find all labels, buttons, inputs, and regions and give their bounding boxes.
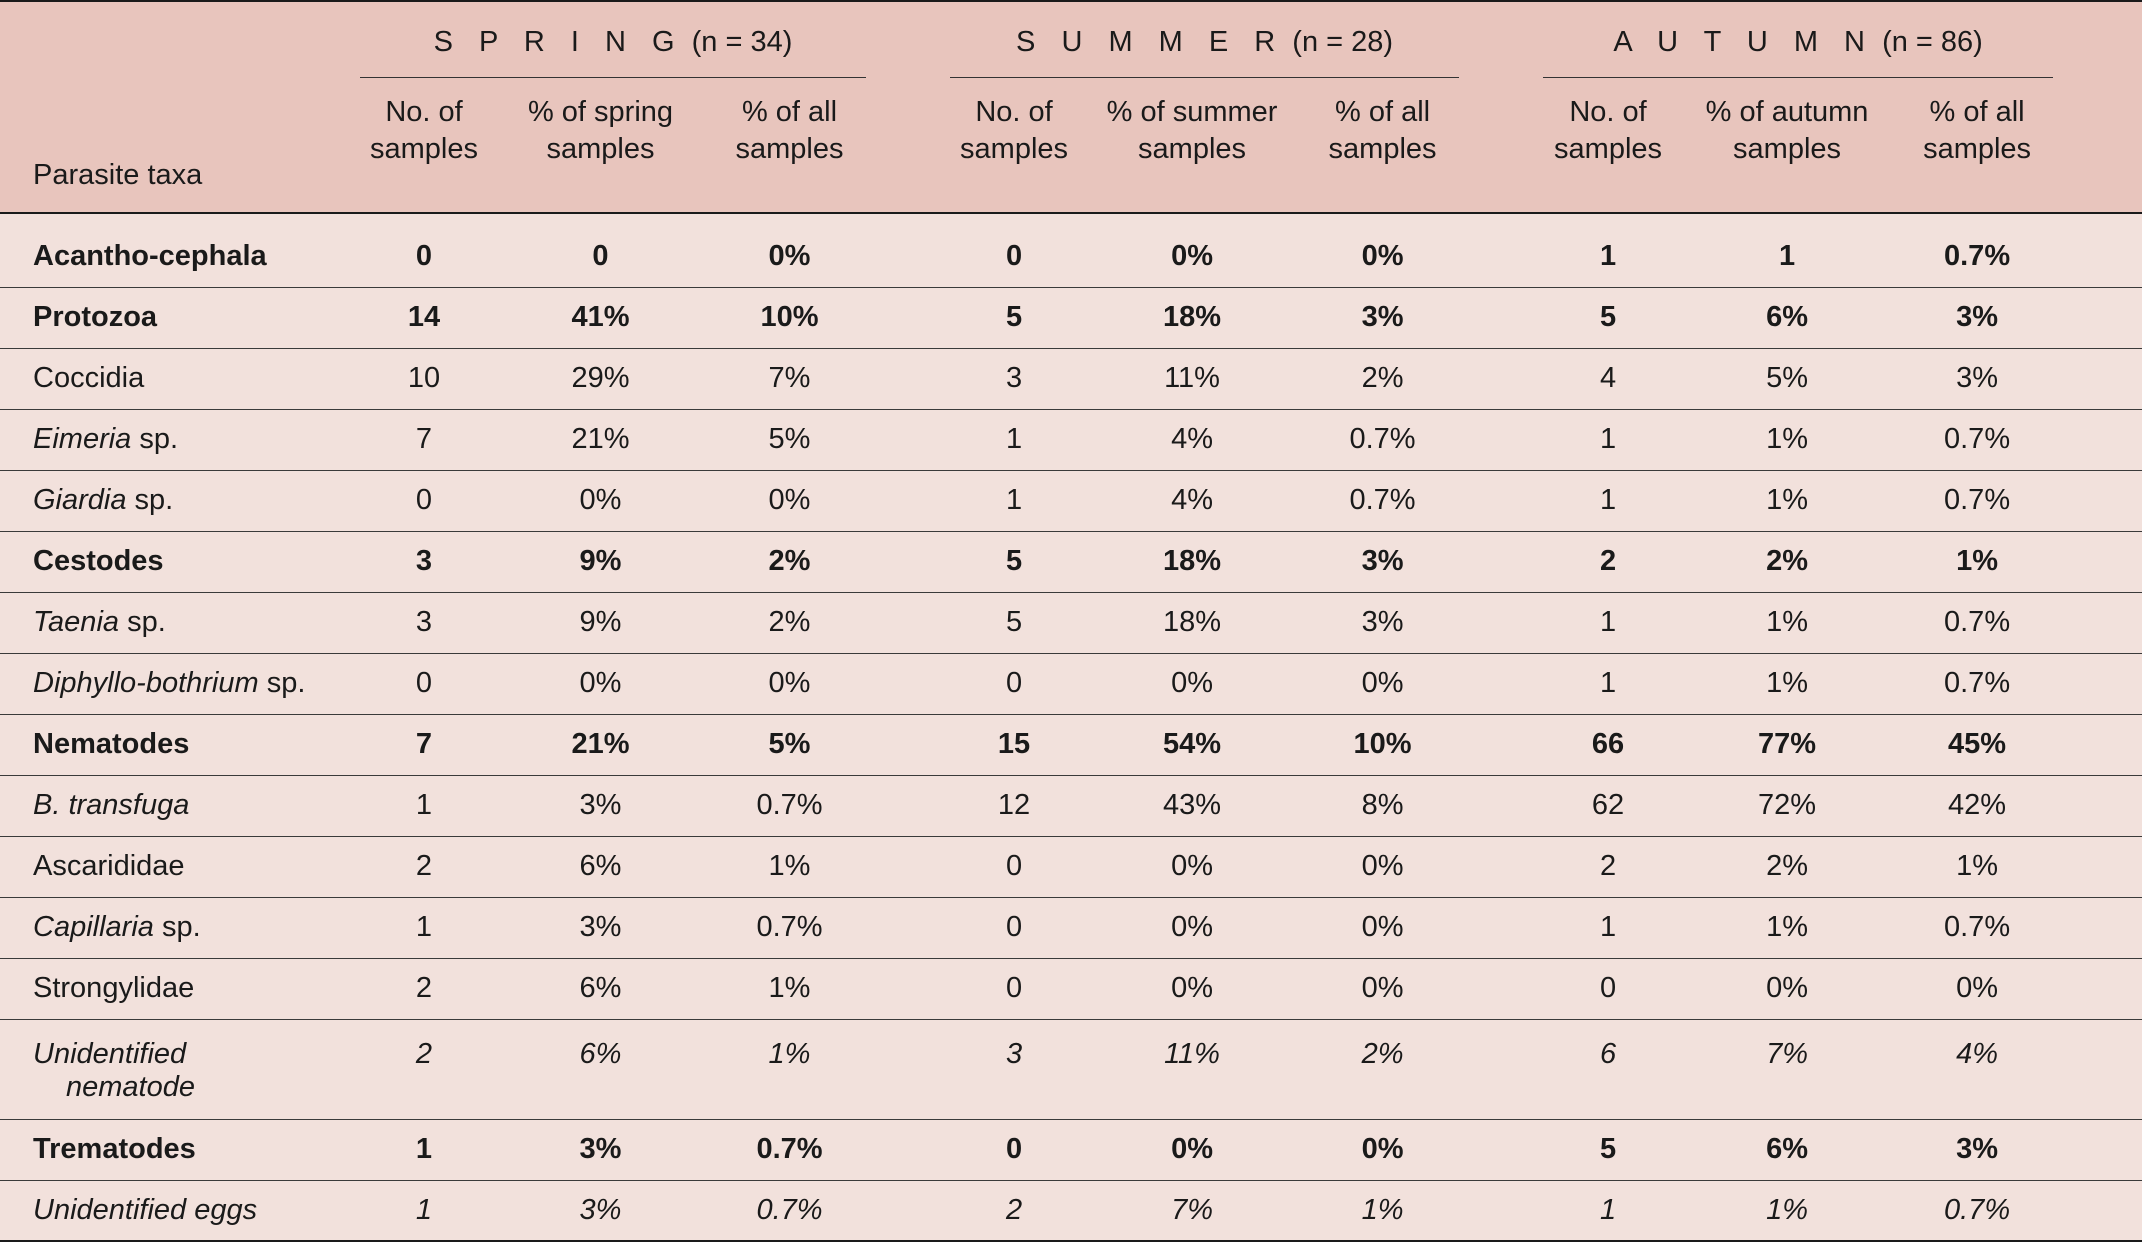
value-cell: 7% <box>768 362 811 394</box>
value-cell: 18% <box>1163 301 1222 333</box>
value-cell: 1% <box>768 972 811 1004</box>
value-cell: 4 <box>1599 362 1617 394</box>
value-cell: 6 <box>1599 1037 1617 1070</box>
value-cell: 0% <box>579 667 622 699</box>
value-cell: 62 <box>1591 789 1625 821</box>
value-cell: 0.7% <box>756 789 823 821</box>
value-cell: 2% <box>1766 850 1808 882</box>
value-cell: 5% <box>768 728 811 760</box>
value-cell: 0 <box>1005 667 1023 699</box>
value-cell: 5 <box>1005 301 1023 333</box>
value-cell: 11% <box>1164 362 1220 394</box>
value-cell: 10 <box>407 362 441 394</box>
value-cell: 18% <box>1163 545 1222 577</box>
table-row <box>0 1119 2142 1180</box>
value-cell: 0.7% <box>1944 239 2011 272</box>
taxon-cell: Taenia sp. <box>33 606 166 638</box>
value-cell: 3% <box>1956 362 1999 394</box>
value-cell: 7 <box>415 728 433 760</box>
value-cell: 3 <box>1005 1037 1023 1070</box>
value-cell: 3% <box>579 789 622 821</box>
value-cell: 6% <box>1766 1133 1808 1165</box>
taxon-cell: Strongylidae <box>33 972 195 1004</box>
value-cell: 3% <box>1361 545 1404 577</box>
table-row <box>0 1019 2142 1119</box>
taxon-cell: Unidentified eggs <box>33 1193 258 1226</box>
value-cell: 21% <box>571 423 630 455</box>
value-cell: 1% <box>1766 667 1808 699</box>
value-cell: 0 <box>1005 911 1023 943</box>
value-cell: 5 <box>1599 301 1617 333</box>
value-cell: 0% <box>768 667 811 699</box>
value-cell: 0.7% <box>756 911 823 943</box>
value-cell: 2 <box>1599 850 1617 882</box>
value-cell: 3% <box>1956 301 1999 333</box>
value-cell: 1% <box>1766 1193 1808 1226</box>
value-cell: 6% <box>1766 301 1808 333</box>
value-cell: 1 <box>415 911 433 943</box>
value-cell: 0.7% <box>1944 911 2011 943</box>
value-cell: 0% <box>1361 911 1404 943</box>
season-spring: S P R I N G (n = 34) <box>360 1 866 78</box>
column-header-taxa: Parasite taxa <box>33 159 203 191</box>
value-cell: 14 <box>407 301 441 333</box>
column-header: No. of samples <box>960 96 1069 165</box>
value-cell: 0 <box>415 239 433 272</box>
taxon-cell: Eimeria sp. <box>33 423 179 455</box>
value-cell: 15 <box>997 728 1031 760</box>
value-cell: 41% <box>571 301 630 333</box>
value-cell: 18% <box>1163 606 1222 638</box>
value-cell: 1 <box>415 1193 433 1226</box>
value-cell: 3% <box>1361 606 1404 638</box>
value-cell: 0% <box>1956 972 1999 1004</box>
table-row <box>0 1180 2142 1241</box>
table-row <box>0 714 2142 775</box>
table-row <box>0 409 2142 470</box>
value-cell: 2 <box>1005 1193 1023 1226</box>
value-cell: 8% <box>1361 789 1404 821</box>
value-cell: 5 <box>1005 606 1023 638</box>
taxon-cell: Nematodes <box>33 728 190 760</box>
value-cell: 0.7% <box>1944 667 2011 699</box>
value-cell: 3 <box>1005 362 1023 394</box>
column-header: No. of samples <box>1554 96 1663 165</box>
value-cell: 1 <box>1599 606 1617 638</box>
value-cell: 1% <box>768 1037 811 1070</box>
value-cell: 10% <box>1353 728 1412 760</box>
value-cell: 2% <box>768 606 811 638</box>
value-cell: 0 <box>1005 972 1023 1004</box>
value-cell: 1 <box>1005 423 1023 455</box>
value-cell: 1% <box>1766 606 1808 638</box>
value-cell: 0 <box>415 667 433 699</box>
value-cell: 77% <box>1758 728 1817 760</box>
taxon-cell: Capillaria sp. <box>33 911 201 943</box>
value-cell: 0 <box>415 484 433 516</box>
value-cell: 2% <box>1766 545 1808 577</box>
value-cell: 0% <box>1361 239 1404 272</box>
taxon-cell: Coccidia <box>33 362 145 394</box>
value-cell: 0% <box>1361 972 1404 1004</box>
value-cell: 1 <box>1599 484 1617 516</box>
value-cell: 1 <box>1599 911 1617 943</box>
value-cell: 6% <box>579 972 622 1004</box>
value-cell: 2 <box>415 972 433 1004</box>
value-cell: 7% <box>1766 1037 1808 1070</box>
value-cell: 6% <box>579 1037 622 1070</box>
season-autumn: A U T U M N (n = 86) <box>1543 1 2053 78</box>
value-cell: 2 <box>415 1037 433 1070</box>
value-cell: 1 <box>415 1133 433 1165</box>
value-cell: 0% <box>1361 1133 1404 1165</box>
value-cell: 21% <box>571 728 630 760</box>
column-header: No. of samples <box>370 96 478 165</box>
value-cell: 12 <box>997 789 1031 821</box>
value-cell: 0 <box>592 239 609 272</box>
value-cell: 0% <box>1171 239 1213 272</box>
value-cell: 0% <box>1171 667 1213 699</box>
value-cell: 0.7% <box>756 1193 823 1226</box>
taxon-cell: Acantho-cephala <box>33 239 267 272</box>
value-cell: 0% <box>1171 911 1213 943</box>
value-cell: 1 <box>1778 239 1796 272</box>
value-cell: 0 <box>1599 972 1617 1004</box>
value-cell: 1% <box>1766 423 1808 455</box>
value-cell: 0% <box>768 484 811 516</box>
taxon-cell: B. transfuga <box>33 789 190 821</box>
value-cell: 1% <box>1361 1193 1404 1226</box>
value-cell: 0 <box>1005 239 1023 272</box>
taxon-cell: Giardia sp. <box>33 484 174 516</box>
table-header <box>0 1 2142 213</box>
value-cell: 3% <box>579 1133 622 1165</box>
value-cell: 3 <box>415 606 433 638</box>
value-cell: 0.7% <box>1944 484 2011 516</box>
value-cell: 0 <box>1005 1133 1023 1165</box>
value-cell: 3% <box>1956 1133 1999 1165</box>
value-cell: 2 <box>415 850 433 882</box>
value-cell: 1% <box>768 850 811 882</box>
value-cell: 5% <box>1766 362 1808 394</box>
value-cell: 29% <box>571 362 630 394</box>
value-cell: 7 <box>415 423 433 455</box>
table-row <box>0 653 2142 714</box>
value-cell: 0.7% <box>1944 1193 2011 1226</box>
value-cell: 0% <box>1171 972 1213 1004</box>
value-cell: 2% <box>1361 362 1404 394</box>
value-cell: 66 <box>1591 728 1625 760</box>
taxon-cell: Unidentified nematode <box>33 1037 195 1103</box>
table-row <box>0 958 2142 1019</box>
table-body <box>0 213 2142 1241</box>
value-cell: 42% <box>1948 789 2007 821</box>
value-cell: 1% <box>1766 911 1808 943</box>
value-cell: 0% <box>1361 667 1404 699</box>
value-cell: 1 <box>1599 1193 1617 1226</box>
value-cell: 0% <box>1361 850 1404 882</box>
taxon-cell: Trematodes <box>33 1133 196 1165</box>
value-cell: 6% <box>579 850 622 882</box>
taxon-cell: Cestodes <box>33 545 164 577</box>
value-cell: 0% <box>1171 1133 1213 1165</box>
value-cell: 1% <box>1956 545 1999 577</box>
value-cell: 4% <box>1171 484 1213 516</box>
value-cell: 10% <box>760 301 819 333</box>
table-row <box>0 897 2142 958</box>
value-cell: 3 <box>415 545 433 577</box>
value-cell: 0.7% <box>1349 484 1416 516</box>
value-cell: 5 <box>1005 545 1023 577</box>
value-cell: 2% <box>768 545 811 577</box>
value-cell: 1% <box>1956 850 1999 882</box>
value-cell: 54% <box>1163 728 1222 760</box>
value-cell: 1 <box>1599 423 1617 455</box>
value-cell: 0 <box>1005 850 1023 882</box>
value-cell: 1% <box>1766 484 1808 516</box>
value-cell: 5 <box>1599 1133 1617 1165</box>
value-cell: 3% <box>579 1193 622 1226</box>
value-cell: 0% <box>768 239 811 272</box>
value-cell: 9% <box>579 606 622 638</box>
value-cell: 0% <box>1766 972 1808 1004</box>
value-cell: 3% <box>1361 301 1404 333</box>
table-row <box>0 348 2142 409</box>
table-row <box>0 226 2142 287</box>
value-cell: 5% <box>768 423 811 455</box>
value-cell: 3% <box>579 911 622 943</box>
value-cell: 9% <box>579 545 622 577</box>
value-cell: 4% <box>1956 1037 1999 1070</box>
value-cell: 43% <box>1163 789 1222 821</box>
value-cell: 1 <box>1599 667 1617 699</box>
taxon-cell: Diphyllo-bothrium sp. <box>33 667 306 699</box>
table-row <box>0 287 2142 348</box>
column-header: % of autumn samples <box>1705 96 1869 165</box>
value-cell: 0.7% <box>1944 423 2011 455</box>
value-cell: 2 <box>1599 545 1617 577</box>
column-header: % of summer samples <box>1106 96 1278 165</box>
taxon-cell: Ascarididae <box>33 850 185 882</box>
value-cell: 45% <box>1948 728 2007 760</box>
column-header: % of all samples <box>1328 96 1437 165</box>
value-cell: 1 <box>1005 484 1023 516</box>
table-row <box>0 836 2142 897</box>
table-row <box>0 531 2142 592</box>
value-cell: 7% <box>1171 1193 1213 1226</box>
value-cell: 1 <box>1599 239 1617 272</box>
value-cell: 0% <box>1171 850 1213 882</box>
value-cell: 0.7% <box>756 1133 823 1165</box>
column-header: % of spring samples <box>527 96 674 165</box>
value-cell: 0% <box>579 484 622 516</box>
table-row <box>0 470 2142 531</box>
table-row <box>0 775 2142 836</box>
value-cell: 72% <box>1758 789 1817 821</box>
value-cell: 0.7% <box>1349 423 1416 455</box>
column-header: % of all samples <box>1923 96 2032 165</box>
table-row <box>0 592 2142 653</box>
value-cell: 2% <box>1361 1037 1404 1070</box>
column-header: % of all samples <box>735 96 844 165</box>
value-cell: 1 <box>415 789 433 821</box>
value-cell: 4% <box>1171 423 1213 455</box>
value-cell: 11% <box>1164 1037 1220 1070</box>
taxon-cell: Protozoa <box>33 301 158 333</box>
value-cell: 0.7% <box>1944 606 2011 638</box>
season-summer: S U M M E R (n = 28) <box>950 1 1459 78</box>
